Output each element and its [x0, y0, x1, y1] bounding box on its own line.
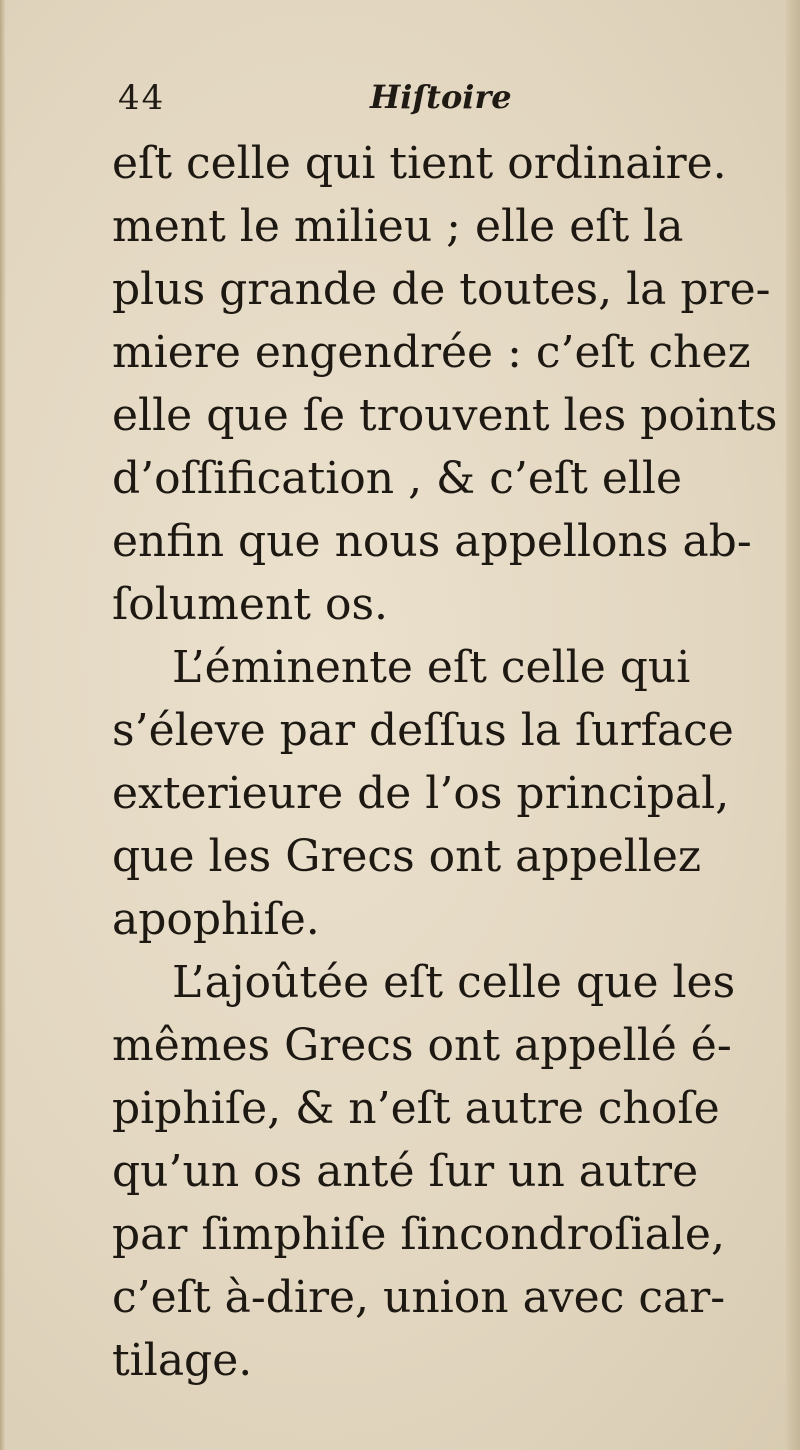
- text-line: par ſimphiſe ſincondroſiale,: [112, 1209, 725, 1260]
- running-title: Hiſtoire: [370, 78, 512, 116]
- text-line: exterieure de l’os principal,: [112, 768, 730, 819]
- text-line: ment le milieu ; elle eſt la: [112, 201, 684, 252]
- text-line: miere engendrée : c’eſt chez: [112, 327, 751, 378]
- text-line: apophiſe.: [112, 894, 320, 945]
- text-line: qu’un os anté ſur un autre: [112, 1146, 699, 1197]
- text-line: elle que ſe trouvent les points: [112, 390, 778, 441]
- page-gutter-shadow: [0, 0, 6, 1450]
- text-line: eſt celle qui tient ordinaire.: [112, 138, 727, 189]
- text-line: c’eſt à-dire, union avec car-: [112, 1272, 726, 1323]
- text-line: plus grande de toutes, la pre-: [112, 264, 771, 315]
- text-line: L’ajoûtée eſt celle que les: [172, 957, 736, 1008]
- text-line: piphiſe, & n’eſt autre choſe: [112, 1083, 720, 1134]
- text-line: ſolument os.: [112, 579, 389, 630]
- text-line: enfin que nous appellons ab-: [112, 516, 752, 567]
- page-number: 44: [118, 78, 166, 118]
- text-line: d’oſſification , & c’eſt elle: [112, 453, 683, 504]
- text-line: L’éminente eſt celle qui: [172, 642, 691, 693]
- text-line: tilage.: [112, 1335, 253, 1386]
- body-text: [112, 132, 792, 1392]
- running-head: [118, 78, 778, 128]
- text-line: que les Grecs ont appellez: [112, 831, 702, 882]
- text-line: s’éleve par deſſus la ſurface: [112, 705, 734, 756]
- text-line: mêmes Grecs ont appellé é-: [112, 1020, 732, 1071]
